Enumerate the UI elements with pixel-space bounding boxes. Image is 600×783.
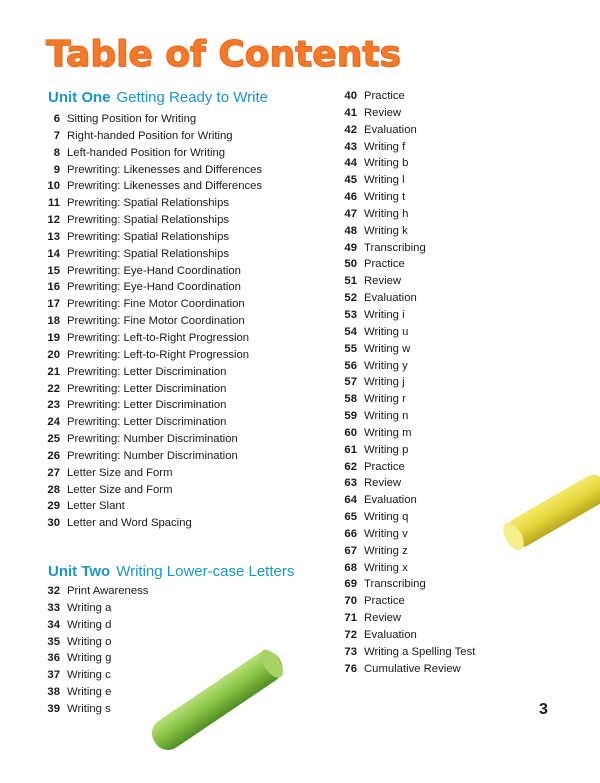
toc-entry-title: Prewriting: Likenesses and Differences [67,163,263,176]
toc-page-number: 66 [344,527,357,540]
toc-entry [36,296,262,313]
toc-entry-title: Evaluation [364,123,417,136]
unit-one-list [36,111,262,532]
toc-entry-title: Writing f [364,140,406,153]
toc-page-number: 11 [48,197,60,210]
toc-entry-title: Prewriting: Fine Motor Coordination [67,298,245,311]
toc-entry-title: Prewriting: Letter Discrimination [67,416,227,429]
toc-entry-title: Writing k [364,224,408,237]
toc-entry [333,223,475,240]
toc-entry-title: Review [364,106,402,119]
toc-page-number: 13 [47,230,60,243]
toc-entry-title: Letter Size and Form [67,466,173,479]
toc-page-number: 45 [344,174,357,187]
toc-entry-title: Writing x [364,561,408,574]
toc-entry-title: Writing v [364,527,408,540]
toc-entry [333,290,475,307]
toc-entry-title: Writing a Spelling Test [364,645,476,658]
toc-entry [36,111,262,128]
toc-page-number: 25 [47,433,60,446]
toc-entry [333,172,475,189]
toc-page-number: 68 [344,561,357,574]
toc-entry [36,634,148,651]
unit-two-heading [48,563,294,581]
toc-page-number: 6 [53,113,60,125]
toc-entry-title: Prewriting: Eye-Hand Coordination [67,281,241,294]
right-column-list [333,88,475,678]
toc-entry-title: Practice [364,258,405,271]
toc-entry-title: Letter and Word Spacing [67,517,192,530]
toc-entry [333,240,475,257]
toc-page-number: 14 [47,247,60,260]
toc-entry [36,397,262,414]
toc-page-number: 18 [47,315,60,328]
toc-page-number: 7 [53,129,60,142]
toc-entry [333,459,475,476]
toc-page-number: 24 [47,416,60,429]
toc-entry-title: Prewriting: Likenesses and Differences [67,180,263,193]
toc-page-number: 17 [47,298,60,311]
toc-entry [333,139,475,156]
toc-page-number: 64 [344,494,357,507]
toc-entry [36,431,262,448]
toc-page-number: 21 [47,365,60,378]
toc-page-number: 34 [47,618,60,631]
green-chalk-image [138,648,298,753]
toc-page-number: 58 [344,393,357,406]
toc-page-number: 37 [47,669,60,682]
toc-entry [333,358,475,375]
toc-page-number: 38 [47,686,60,699]
toc-entry [333,442,475,459]
toc-entry [333,509,475,526]
toc-entry [333,644,475,661]
toc-entry [36,515,262,532]
toc-entry-title: Writing z [364,544,408,557]
toc-page-number: 43 [344,140,357,153]
toc-entry-title: Prewriting: Left-to-Right Progression [67,331,250,344]
toc-page-number: 8 [53,146,60,159]
toc-entry-title: Prewriting: Spatial Relationships [67,230,230,243]
toc-entry-title: Review [364,612,402,625]
toc-page-number: 76 [344,662,357,675]
toc-entry [333,543,475,560]
toc-entry [333,576,475,593]
toc-page-number: 30 [47,517,60,530]
toc-entry-title: Prewriting: Number Discrimination [67,433,238,446]
toc-entry-title: Writing a [67,601,112,614]
toc-page-number: 29 [47,500,60,513]
toc-entry-title: Writing j [364,376,405,389]
toc-page-number: 57 [344,376,357,389]
toc-page-number: 15 [47,264,60,277]
toc-entry [36,684,148,701]
toc-entry [333,661,475,678]
toc-entry-title: Sitting Position for Writing [67,113,197,125]
toc-page-number: 73 [344,645,357,658]
unit-one-label: Unit One [48,89,111,106]
toc-entry [333,206,475,223]
toc-entry-title: Transcribing [364,578,426,591]
toc-entry-title: Prewriting: Spatial Relationships [67,247,230,260]
toc-entry [333,256,475,273]
toc-page-number: 67 [344,544,357,557]
toc-entry [333,88,475,105]
toc-entry-title: Writing w [364,342,411,355]
toc-entry [36,178,262,195]
toc-entry [36,212,262,229]
toc-entry-title: Cumulative Review [364,662,461,675]
toc-entry-title: Writing i [364,308,405,321]
toc-entry-title: Review [364,275,402,288]
toc-entry [333,155,475,172]
toc-page-number: 27 [47,466,60,479]
toc-page-number: 55 [344,342,357,355]
toc-entry-title: Prewriting: Eye-Hand Coordination [67,264,241,277]
toc-entry [333,610,475,627]
toc-entry [36,414,262,431]
toc-entry-title: Prewriting: Spatial Relationships [67,197,230,210]
page-number: 3 [539,701,548,718]
toc-entry [36,162,262,179]
unit-one-heading [48,89,268,107]
toc-entry [36,347,262,364]
toc-page-number: 33 [47,601,60,614]
toc-entry [36,701,148,718]
toc-page-number: 39 [47,702,60,715]
toc-entry [36,128,262,145]
toc-entry-title: Prewriting: Spatial Relationships [67,214,230,227]
toc-page-number: 56 [344,359,357,372]
toc-page-number: 59 [344,410,357,423]
toc-entry-title: Writing s [67,702,111,715]
toc-entry-title: Practice [364,595,405,608]
toc-entry-title: Prewriting: Left-to-Right Progression [67,348,250,361]
toc-entry-title: Right-handed Position for Writing [67,129,233,142]
toc-entry-title: Review [364,477,402,490]
toc-page-number: 72 [344,629,357,641]
toc-entry-title: Letter Size and Form [67,483,173,496]
toc-page-number: 48 [344,224,357,237]
toc-page-number: 53 [344,308,357,321]
toc-entry-title: Prewriting: Letter Discrimination [67,365,227,378]
toc-page-number: 12 [47,214,60,227]
toc-entry-title: Writing o [67,635,112,648]
toc-entry-title: Writing h [364,207,409,220]
unit-two-label: Unit Two [48,563,111,580]
toc-entry [36,364,262,381]
toc-entry [36,229,262,246]
toc-entry [36,482,262,499]
toc-entry [36,650,148,667]
toc-entry [36,498,262,515]
toc-page-number: 26 [47,449,60,462]
toc-page-number: 70 [344,595,357,608]
toc-entry-title: Left-handed Position for Writing [67,146,226,159]
toc-page-number: 23 [47,399,60,412]
toc-entry [333,307,475,324]
toc-page-number: 50 [344,258,357,271]
toc-page-number: 42 [344,123,357,136]
toc-entry-title: Letter Slant [67,500,125,513]
toc-entry [333,593,475,610]
toc-entry-title: Writing n [364,410,409,423]
toc-entry [36,667,148,684]
toc-page-number: 28 [47,483,60,496]
toc-entry-title: Writing g [67,652,112,665]
toc-page-number: 46 [344,191,357,204]
toc-entry [333,627,475,644]
toc-page-number: 71 [344,612,357,625]
toc-entry-title: Practice [364,460,405,473]
unit-two-name: Writing Lower-case Letters [116,563,295,580]
toc-entry [36,330,262,347]
toc-entry [333,475,475,492]
toc-page-number: 19 [47,331,60,344]
unit-two-list [36,583,148,718]
toc-page-number: 9 [53,163,60,176]
toc-entry-title: Writing e [67,686,112,699]
toc-entry-title: Practice [364,90,405,102]
toc-page-number: 60 [344,426,357,439]
toc-entry [36,246,262,263]
toc-entry-title: Transcribing [364,241,426,254]
toc-entry-title: Writing r [364,393,406,406]
toc-page-number: 20 [47,348,60,361]
toc-entry [36,600,148,617]
toc-page-number: 54 [344,325,357,338]
toc-entry [333,391,475,408]
toc-entry [36,263,262,280]
toc-entry [333,105,475,122]
toc-entry-title: Evaluation [364,494,417,507]
toc-entry-title: Prewriting: Fine Motor Coordination [67,315,245,328]
toc-entry [333,526,475,543]
toc-entry [36,145,262,162]
toc-page-number: 63 [344,477,357,490]
toc-entry-title: Writing t [364,191,406,204]
toc-entry-title: Writing p [364,443,409,456]
toc-entry-title: Writing l [364,174,405,187]
toc-page-number: 44 [344,157,357,170]
toc-page-number: 10 [47,180,60,193]
toc-page-number: 41 [344,106,357,119]
page-title: Table of Contents [46,34,401,75]
toc-page-number: 62 [344,460,357,473]
toc-entry-title: Prewriting: Letter Discrimination [67,399,227,412]
toc-page-number: 16 [47,281,60,294]
toc-page-number: 47 [344,207,357,220]
toc-page-number: 69 [344,578,357,591]
toc-entry-title: Writing u [364,325,409,338]
toc-entry [333,425,475,442]
toc-entry-title: Writing c [67,669,111,682]
toc-entry-title: Prewriting: Letter Discrimination [67,382,227,395]
toc-page-number: 52 [344,292,357,305]
toc-entry-title: Writing m [364,426,412,439]
toc-entry [36,465,262,482]
toc-entry [36,279,262,296]
unit-one-name: Getting Ready to Write [116,89,268,106]
toc-page-number: 61 [344,443,357,456]
toc-entry-title: Print Awareness [67,585,149,597]
toc-entry-title: Writing q [364,511,409,524]
toc-entry [333,324,475,341]
toc-entry [333,273,475,290]
toc-entry [333,492,475,509]
toc-page-number: 49 [344,241,357,254]
toc-page-number: 35 [47,635,60,648]
toc-entry [333,374,475,391]
toc-entry [36,195,262,212]
toc-page-number: 51 [344,275,357,288]
toc-entry-title: Prewriting: Number Discrimination [67,449,238,462]
toc-page-number: 65 [344,511,357,524]
toc-page-number: 36 [47,652,60,665]
toc-page-number: 40 [344,90,357,102]
toc-entry-title: Writing b [364,157,409,170]
yellow-chalk-image [490,472,600,562]
toc-entry [36,617,148,634]
toc-entry-title: Evaluation [364,629,417,641]
toc-page-number: 22 [47,382,60,395]
toc-entry [333,341,475,358]
toc-entry [36,583,148,600]
toc-entry [36,381,262,398]
toc-entry [36,448,262,465]
toc-entry [333,189,475,206]
toc-entry [36,313,262,330]
toc-entry [333,560,475,577]
toc-entry [333,408,475,425]
toc-entry-title: Evaluation [364,292,417,305]
toc-page-number: 32 [47,585,60,597]
toc-entry-title: Writing d [67,618,112,631]
toc-entry-title: Writing y [364,359,408,372]
toc-entry [333,122,475,139]
